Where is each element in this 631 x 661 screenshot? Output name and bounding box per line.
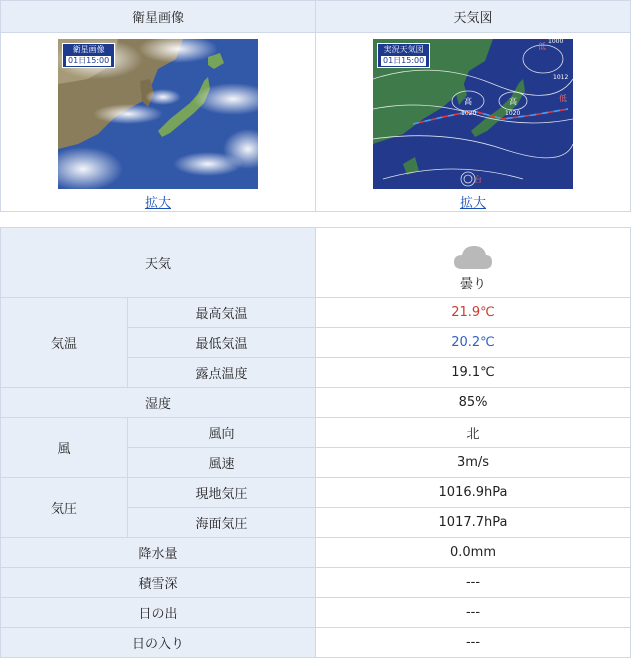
snow-depth-value: ---	[316, 568, 631, 598]
weather-map-image[interactable]	[373, 39, 573, 189]
wind-direction-row	[1, 418, 631, 448]
precipitation-row	[1, 538, 631, 568]
wind-speed-value: 3m/s	[316, 448, 631, 478]
isobar-value-3: 1012	[553, 73, 569, 81]
wind-group-label: 風	[1, 418, 128, 478]
humidity-value: 85%	[316, 388, 631, 418]
weather-map-cell	[316, 33, 631, 212]
sunset-value: ---	[316, 628, 631, 658]
wind-direction-value: 北	[316, 418, 631, 448]
isobar-value-1: 1020	[461, 109, 477, 117]
satellite-enlarge-link[interactable]: 拡大	[144, 195, 171, 211]
station-pressure-row	[1, 478, 631, 508]
min-temp-label: 最低気温	[128, 328, 316, 358]
weather-map-caption	[377, 43, 430, 68]
satellite-caption-time: 01日15:00	[68, 55, 110, 65]
weather-value-cell	[316, 228, 631, 298]
weather-row	[1, 228, 631, 298]
humidity-label: 湿度	[1, 388, 316, 418]
low-label-1: 低	[538, 41, 546, 51]
snow-depth-label: 積雪深	[1, 568, 316, 598]
dew-point-value: 19.1℃	[316, 358, 631, 388]
image-table	[0, 0, 631, 212]
isobar-value-4: 1000	[548, 38, 564, 45]
satellite-cell	[1, 33, 316, 212]
high-label-2: 高	[509, 96, 517, 106]
typhoon-label: 台	[474, 174, 482, 184]
temperature-group-label: 気温	[1, 298, 128, 388]
station-pressure-label: 現地気圧	[128, 478, 316, 508]
sunrise-value: ---	[316, 598, 631, 628]
min-temp-value: 20.2℃	[316, 328, 631, 358]
sea-pressure-value: 1017.7hPa	[316, 508, 631, 538]
weather-map-caption-title: 実況天気図	[383, 44, 424, 54]
cloud-icon	[452, 243, 494, 271]
sunset-label: 日の入り	[1, 628, 316, 658]
humidity-row	[1, 388, 631, 418]
snow-depth-row	[1, 568, 631, 598]
sunrise-row	[1, 598, 631, 628]
station-pressure-value: 1016.9hPa	[316, 478, 631, 508]
pressure-group-label: 気圧	[1, 478, 128, 538]
weather-label: 天気	[1, 228, 316, 298]
precipitation-value: 0.0mm	[316, 538, 631, 568]
weather-value: 曇り	[460, 277, 487, 292]
low-label-2: 低	[559, 93, 567, 103]
sunset-row	[1, 628, 631, 658]
weather-map-header: 天気図	[316, 1, 631, 33]
satellite-image[interactable]	[58, 39, 258, 189]
satellite-caption-title: 衛星画像	[72, 44, 105, 54]
sunrise-label: 日の出	[1, 598, 316, 628]
max-temp-row	[1, 298, 631, 328]
weather-map-enlarge-link[interactable]: 拡大	[459, 195, 486, 211]
max-temp-value: 21.9℃	[316, 298, 631, 328]
wind-direction-label: 風向	[128, 418, 316, 448]
wind-speed-label: 風速	[128, 448, 316, 478]
sea-pressure-label: 海面気圧	[128, 508, 316, 538]
weather-map-caption-time: 01日15:00	[383, 55, 425, 65]
dew-point-label: 露点温度	[128, 358, 316, 388]
isobar-value-2: 1020	[505, 109, 521, 117]
observation-table	[0, 227, 631, 658]
max-temp-label: 最高気温	[128, 298, 316, 328]
satellite-header: 衛星画像	[1, 1, 316, 33]
satellite-caption	[62, 43, 115, 68]
precipitation-label: 降水量	[1, 538, 316, 568]
high-label-1: 高	[464, 96, 472, 106]
